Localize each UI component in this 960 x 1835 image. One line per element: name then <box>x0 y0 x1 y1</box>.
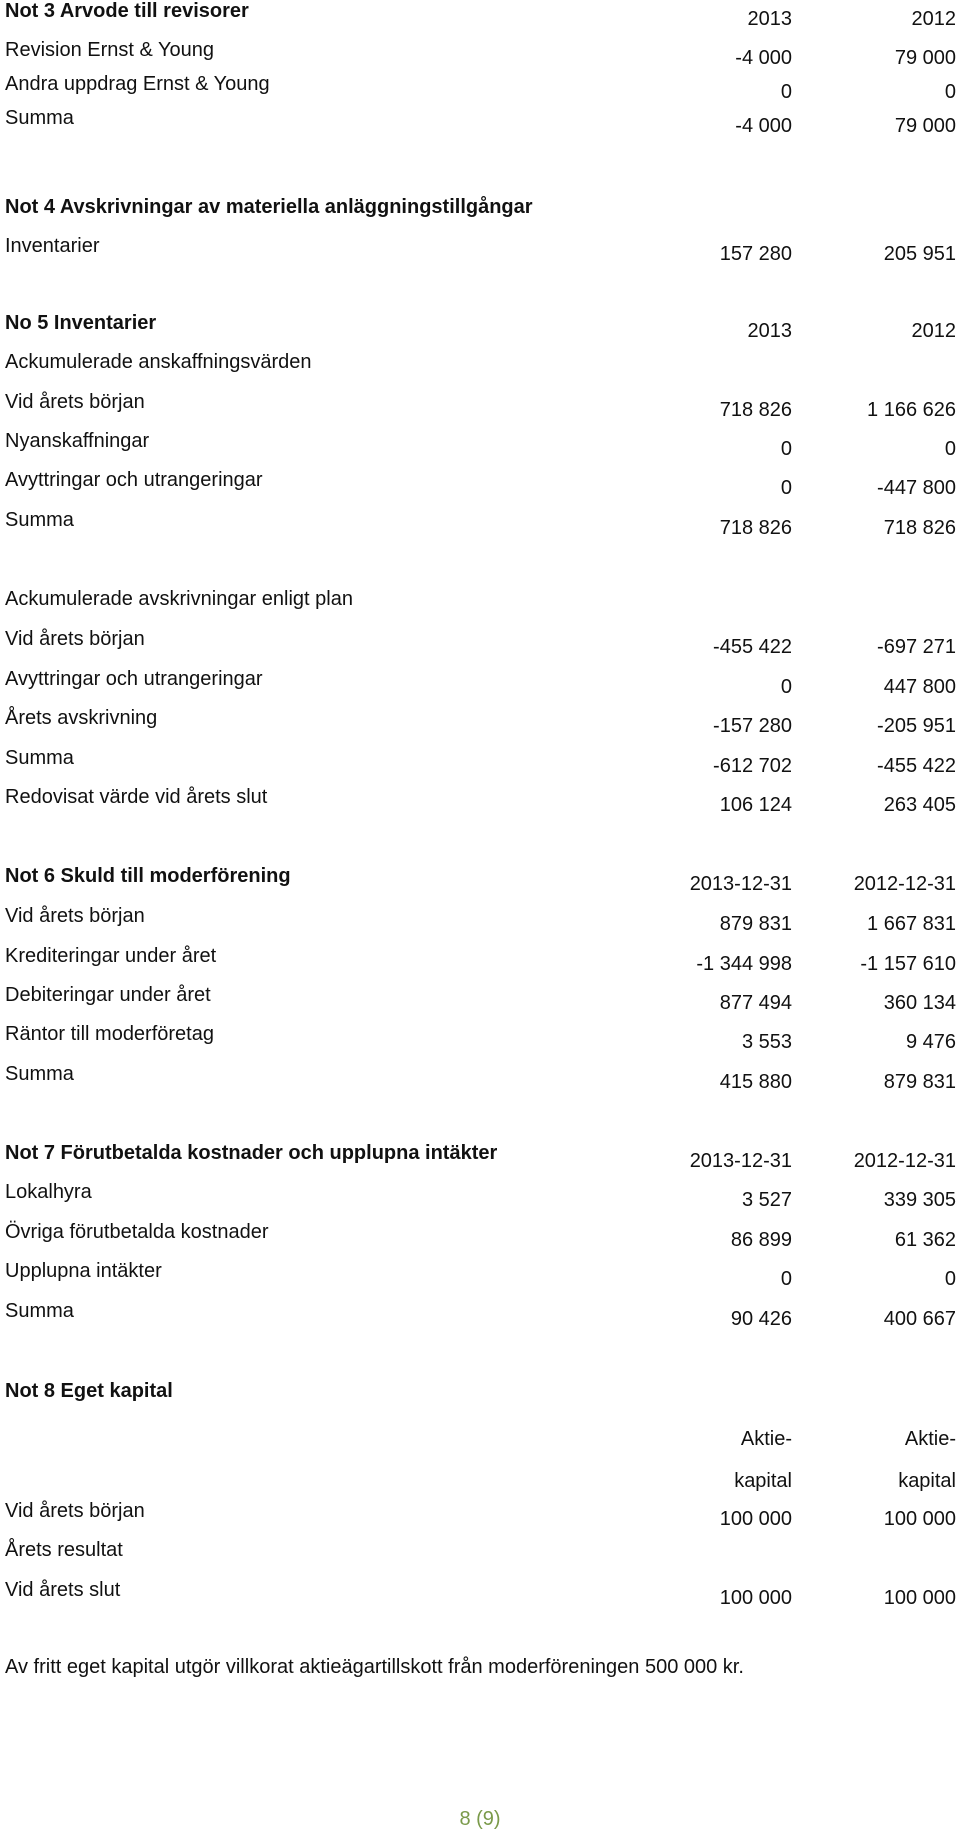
table-row <box>0 1023 960 1063</box>
row-value-2012: 79 000 <box>894 47 956 69</box>
row-value-2013: 718 826 <box>719 399 792 421</box>
row-value-2012: 205 951 <box>883 243 956 265</box>
row-value-2012: -205 951 <box>877 715 956 737</box>
not8-col1-header-line2: kapital <box>734 1470 792 1492</box>
row-label: Övriga förutbetalda kostnader <box>5 1221 269 1243</box>
row-value-2012: 400 667 <box>883 1308 956 1330</box>
table-row <box>0 786 960 826</box>
table-row <box>0 1579 960 1619</box>
row-value-2012: -455 422 <box>877 755 956 777</box>
row-value-2012: 879 831 <box>883 1071 956 1093</box>
page-number: 8 (9) <box>459 1808 501 1830</box>
row-value-2012: -447 800 <box>877 477 956 499</box>
row-value-2013: 415 880 <box>719 1071 792 1093</box>
row-label: Vid årets början <box>5 905 145 927</box>
row-value-2013: -4 000 <box>735 47 792 69</box>
row-value-2013: 157 280 <box>719 243 792 265</box>
row-value-2012: 360 134 <box>883 992 956 1014</box>
table-row <box>0 905 960 945</box>
row-label: Upplupna intäkter <box>5 1260 162 1282</box>
row-value-2013: 0 <box>780 676 792 698</box>
table-row <box>0 469 960 509</box>
not8-col-header-row-1 <box>0 1420 960 1460</box>
row-value-2012: 61 362 <box>894 1229 956 1251</box>
row-value-2012: 1 166 626 <box>867 399 956 421</box>
row-label: Revision Ernst & Young <box>5 39 215 61</box>
row-label: Årets avskrivning <box>5 707 158 729</box>
row-label: Lokalhyra <box>5 1181 92 1203</box>
not3-col1-header: 2013 <box>747 8 792 30</box>
row-value-2013: -157 280 <box>713 715 792 737</box>
row-value-2013: 0 <box>780 1268 792 1290</box>
table-row <box>0 1500 960 1540</box>
row-value-2012: 79 000 <box>894 115 956 137</box>
not8-col1-header-line1: Aktie- <box>740 1428 792 1450</box>
row-label: Andra uppdrag Ernst & Young <box>5 73 270 95</box>
table-row <box>0 707 960 747</box>
row-value-2012: 447 800 <box>883 676 956 698</box>
row-value-2012: -1 157 610 <box>860 953 956 975</box>
table-row <box>0 1063 960 1103</box>
row-label: Årets resultat <box>5 1539 123 1561</box>
row-value-2012: 0 <box>944 1268 956 1290</box>
row-value-2012: 718 826 <box>883 517 956 539</box>
row-value-2013: -455 422 <box>713 636 792 658</box>
row-label: Avyttringar och utrangeringar <box>5 469 263 491</box>
table-row <box>0 984 960 1024</box>
row-value-2012: -697 271 <box>877 636 956 658</box>
row-label: Debiteringar under året <box>5 984 211 1006</box>
row-value-2013: 90 426 <box>730 1308 792 1330</box>
row-value-2012: 9 476 <box>905 1031 956 1053</box>
not8-col-header-row-2 <box>0 1462 960 1502</box>
row-label: Krediteringar under året <box>5 945 217 967</box>
table-row <box>0 235 960 275</box>
row-value-2013: 106 124 <box>719 794 792 816</box>
table-row <box>0 1260 960 1300</box>
row-label: Summa <box>5 107 74 129</box>
row-value-2012: 339 305 <box>883 1189 956 1211</box>
row-value-2013: 0 <box>780 81 792 103</box>
subheading: Ackumulerade avskrivningar enligt plan <box>5 588 353 610</box>
table-row <box>0 1181 960 1221</box>
not7-col1-header: 2013-12-31 <box>689 1150 792 1172</box>
row-label: Vid årets början <box>5 391 145 413</box>
not8-header-row <box>0 1380 960 1420</box>
row-label: Avyttringar och utrangeringar <box>5 668 263 690</box>
not4-title: Not 4 Avskrivningar av materiella anläggningstillgångar <box>5 196 533 218</box>
row-label: Nyanskaffningar <box>5 430 150 452</box>
table-row <box>0 1300 960 1340</box>
row-label: Vid årets början <box>5 628 145 650</box>
table-row <box>0 430 960 470</box>
row-value-2013: -612 702 <box>713 755 792 777</box>
table-row <box>0 945 960 985</box>
row-value-2013: 86 899 <box>730 1229 792 1251</box>
table-row <box>0 1539 960 1579</box>
row-value-2013: 718 826 <box>719 517 792 539</box>
not8-title: Not 8 Eget kapital <box>5 1380 173 1402</box>
not6-title: Not 6 Skuld till moderförening <box>5 865 291 887</box>
row-value-2013: 0 <box>780 438 792 460</box>
not8-col2-header-line1: Aktie- <box>904 1428 956 1450</box>
not7-title: Not 7 Förutbetalda kostnader och upplupna intäkter <box>5 1142 498 1164</box>
not6-header-row <box>0 865 960 905</box>
table-row <box>0 509 960 549</box>
not8-col2-header-line2: kapital <box>898 1470 956 1492</box>
not3-header-row <box>0 0 960 40</box>
not8-footnote: Av fritt eget kapital utgör villkorat aktieägartillskott från moderföreningen 500 000 kr. <box>5 1656 744 1678</box>
row-label: Redovisat värde vid årets slut <box>5 786 268 808</box>
row-value-2013: 879 831 <box>719 913 792 935</box>
not5-title: No 5 Inventarier <box>5 312 157 334</box>
row-value-col2: 100 000 <box>883 1587 956 1609</box>
table-row <box>0 628 960 668</box>
not7-header-row <box>0 1142 960 1182</box>
row-value-2012: 1 667 831 <box>867 913 956 935</box>
row-label: Summa <box>5 747 74 769</box>
row-value-2012: 0 <box>944 81 956 103</box>
row-value-col2: 100 000 <box>883 1508 956 1530</box>
row-value-2012: 263 405 <box>883 794 956 816</box>
row-value-col1: 100 000 <box>719 1508 792 1530</box>
row-label: Inventarier <box>5 235 100 257</box>
row-value-2013: -1 344 998 <box>696 953 792 975</box>
not4-header-row <box>0 196 960 236</box>
not5-header-row <box>0 312 960 352</box>
row-value-2013: -4 000 <box>735 115 792 137</box>
row-value-col1: 100 000 <box>719 1587 792 1609</box>
table-row <box>0 668 960 708</box>
row-value-2013: 877 494 <box>719 992 792 1014</box>
row-value-2013: 3 553 <box>741 1031 792 1053</box>
not5-col1-header: 2013 <box>747 320 792 342</box>
table-row <box>0 391 960 431</box>
row-label: Vid årets början <box>5 1500 145 1522</box>
row-value-2013: 3 527 <box>741 1189 792 1211</box>
table-row <box>0 107 960 147</box>
row-label: Vid årets slut <box>5 1579 121 1601</box>
row-value-2013: 0 <box>780 477 792 499</box>
not3-title: Not 3 Arvode till revisorer <box>5 0 249 22</box>
row-label: Summa <box>5 509 74 531</box>
row-label: Summa <box>5 1300 74 1322</box>
not6-col1-header: 2013-12-31 <box>689 873 792 895</box>
table-row <box>0 747 960 787</box>
table-row <box>0 1221 960 1261</box>
not3-col2-header: 2012 <box>911 8 956 30</box>
not5-col2-header: 2012 <box>911 320 956 342</box>
not7-col2-header: 2012-12-31 <box>853 1150 956 1172</box>
not6-col2-header: 2012-12-31 <box>853 873 956 895</box>
subheading-row <box>0 588 960 628</box>
row-label: Summa <box>5 1063 74 1085</box>
subheading-row <box>0 351 960 391</box>
row-label: Räntor till moderföretag <box>5 1023 214 1045</box>
row-value-2012: 0 <box>944 438 956 460</box>
subheading: Ackumulerade anskaffningsvärden <box>5 351 312 373</box>
